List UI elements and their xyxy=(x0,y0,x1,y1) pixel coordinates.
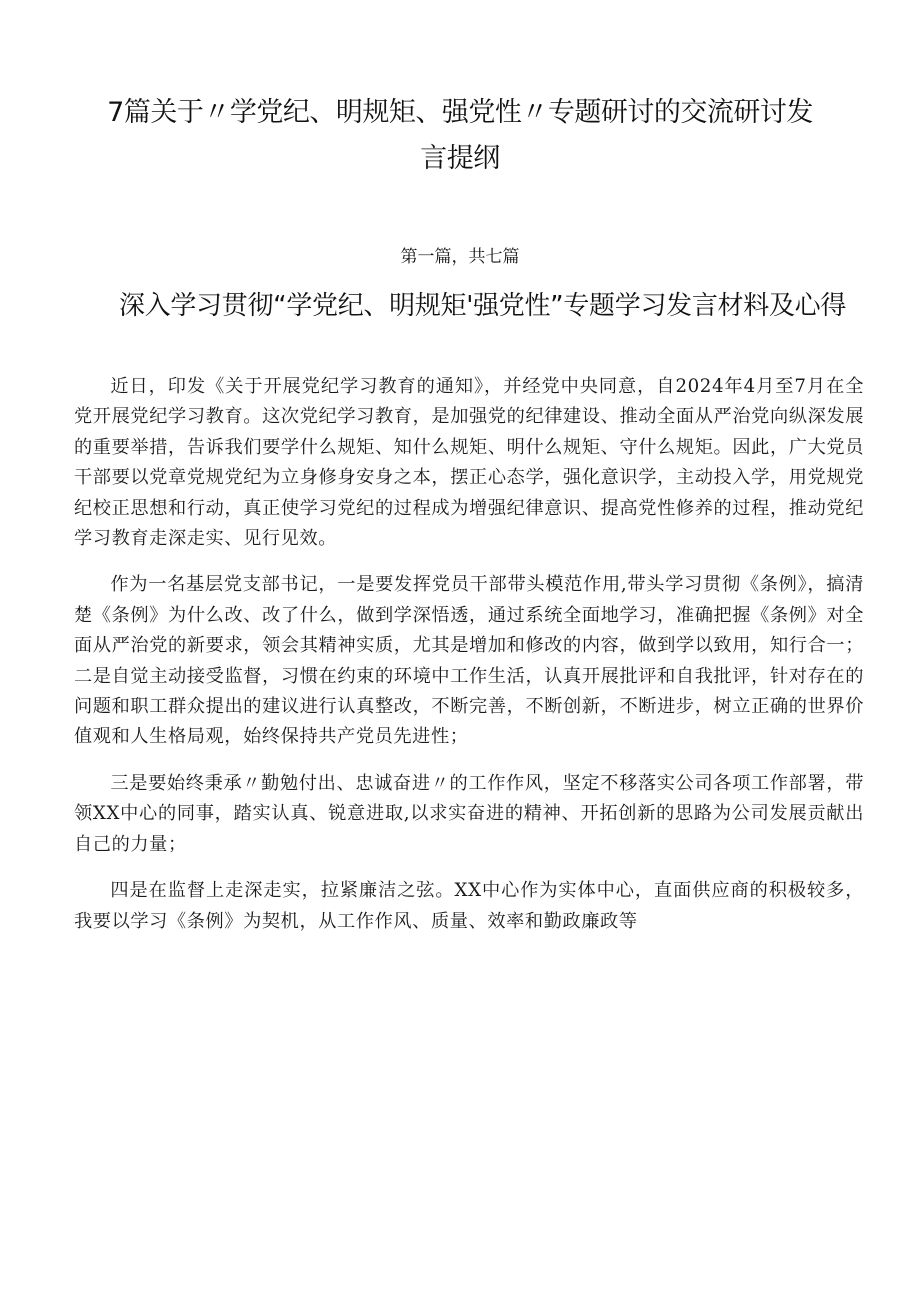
paragraph: 近日，印发《关于开展党纪学习教育的通知》，并经党中央同意，自2024年4月至7月在全党开展党纪学习教育。这次党纪学习教育，是加强党的纪律建设、推动全面从严治党向纵深发展的重要举措，告诉我们要学什么规矩、知什么规矩、明什么规矩、守什么规矩。因此，广大党员干部要以党章党规党纪为立身修身安身之本，摆正心态学，强化意识学，主动投入学，用党规党纪校正思想和行动，真正使学习党纪的过程成为增强纪律意识、提高党性修养的过程，推动党纪学习教育走深走实、见行见效。 xyxy=(74,376,864,550)
paragraph: 三是要始终秉承〃勤勉付出、忠诚奋进〃的工作作风，坚定不移落实公司各项工作部署，带领XX中心的同事，踏实认真、锐意进取,以求实奋进的精神、开拓创新的思路为公司发展贡献出自己的力量； xyxy=(74,772,864,855)
paragraph: 四是在监督上走深走实，拉紧廉洁之弦。XX中心作为实体中心，直面供应商的积极较多，我要以学习《条例》为契机，从工作作风、质量、效率和勤政廉政等 xyxy=(74,880,864,932)
paragraph-gap xyxy=(74,554,864,570)
paragraph: 作为一名基层党支部书记，一是要发挥党员干部带头模范作用,带头学习贯彻《条例》，搞清楚《条例》为什么改、改了什么，做到学深悟透，通过系统全面地学习，准确把握《条例》对全面从严治党的新要求，领会其精神实质，尤其是增加和修改的内容，做到学以致用，知行合一；二是自觉主动接受监督，习惯在约束的环境中工作生活，认真开展批评和自我批评，针对存在的问题和职工群众提出的建议进行认真整改，不断完善，不断创新，不断进步，树立正确的世界价值观和人生格局观，始终保持共产党员先进性； xyxy=(74,574,864,748)
article-title: 深入学习贯彻“学党纪、明规矩'强党性”专题学习发言材料及心得 xyxy=(118,291,847,321)
paragraph-gap xyxy=(74,860,864,876)
paragraph-gap xyxy=(74,753,864,769)
document-title: 7篇关于〃学党纪、明规矩、强党性〃专题研讨的交流研讨发言提纲 xyxy=(107,97,813,174)
section-label: 第一篇，共七篇 xyxy=(400,247,520,267)
article-body xyxy=(74,372,864,937)
